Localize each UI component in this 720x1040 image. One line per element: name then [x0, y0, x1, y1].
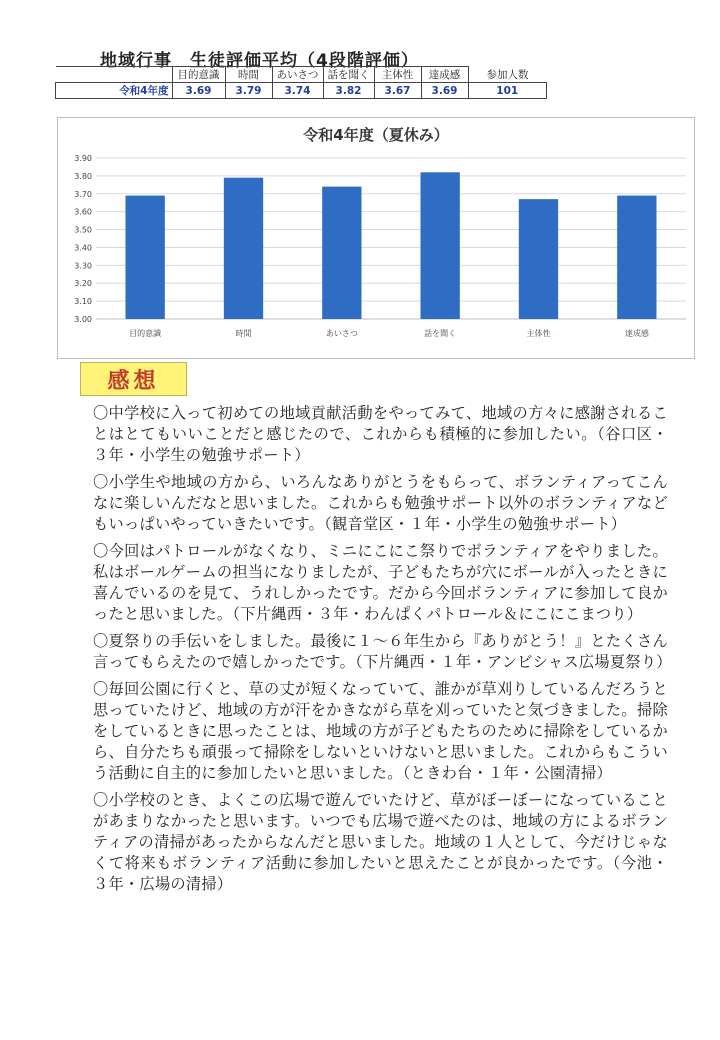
table-header-cell: 時間	[225, 67, 272, 83]
impression-item: 〇小学生や地域の方から、いろんなありがとうをもらって、ボランティアってこんなに楽しいんだなと思いました。これからも勉強サポート以外のボランティアなどもいっぱいやっていきたいです。（観音堂区・１年・小学生の勉強サポート）	[93, 473, 668, 533]
table-cell: 3.67	[374, 83, 421, 99]
bar	[126, 196, 165, 319]
table-header-cell: あいさつ	[272, 67, 323, 83]
table-header-cell: 参加人数	[468, 67, 547, 83]
impressions-heading: 感想	[80, 362, 187, 396]
y-tick-label: 3.60	[74, 207, 92, 217]
table-cell: 101	[468, 83, 547, 99]
table-header-cell: 達成感	[421, 67, 468, 83]
row-label: 令和4年度	[56, 83, 173, 99]
table-cell: 3.79	[225, 83, 272, 99]
chart-container	[57, 117, 695, 359]
table-row	[56, 83, 547, 99]
impression-item: 〇小学校のとき、よくこの広場で遊んでいたけど、草がぼーぼーになっていることがあまりなかったと思います。いつでも広場で遊べたのは、地域の方によるボランティアの清掃があったからなんだと思いました。地域の１人として、今だけじゃなくて将来もボランティア活動に参加したいと思えたことが良かったです。（今池・３年・広場の清掃）	[93, 791, 668, 893]
table-header-row	[56, 67, 547, 83]
table-header-cell: 話を聞く	[323, 67, 374, 83]
x-tick-label: あいさつ	[325, 329, 358, 338]
bar	[421, 172, 460, 319]
bar	[224, 178, 263, 319]
table-cell: 3.69	[421, 83, 468, 99]
bar	[617, 196, 656, 319]
x-tick-label: 目的意識	[129, 329, 162, 338]
x-tick-label: 時間	[235, 329, 252, 338]
bar	[322, 187, 361, 319]
bar	[519, 199, 558, 319]
table-header-cell: 目的意識	[172, 67, 225, 83]
bar-chart	[58, 118, 694, 358]
y-tick-label: 3.50	[74, 225, 92, 235]
y-tick-label: 3.00	[74, 315, 92, 324]
y-tick-label: 3.70	[74, 189, 92, 199]
impression-item: 〇今回はパトロールがなくなり、ミニにこにこ祭りでボランティアをやりました。私はボールゲームの担当になりましたが、子どもたちが穴にボールが入ったときに喜んでいるのを見て、うれしかったです。だから今回ボランティアに参加して良かったと思いました。（下片縄西・３年・わんぱくパトロール＆にこにこまつり）	[93, 542, 668, 623]
impression-item: 〇中学校に入って初めての地域貢献活動をやってみて、地域の方々に感謝されることはとてもいいことだと感じたので、これからも積極的に参加したい。（谷口区・３年・小学生の勉強サポート）	[93, 404, 668, 464]
table-cell: 3.82	[323, 83, 374, 99]
page-title: 地域行事 生徒評価平均（4段階評価）	[100, 51, 419, 71]
table-header-cell: 主体性	[374, 67, 421, 83]
impressions-list	[93, 403, 672, 901]
x-tick-label: 話を聞く	[424, 329, 457, 338]
table-cell: 3.74	[272, 83, 323, 99]
table-corner	[56, 67, 173, 83]
table-cell: 3.69	[172, 83, 225, 99]
y-tick-label: 3.20	[74, 279, 92, 289]
y-tick-label: 3.10	[74, 297, 92, 307]
score-table	[55, 66, 547, 99]
y-tick-label: 3.90	[74, 154, 92, 163]
x-tick-label: 主体性	[526, 329, 551, 338]
y-tick-label: 3.30	[74, 261, 92, 271]
y-tick-label: 3.40	[74, 243, 92, 253]
x-tick-label: 達成感	[624, 329, 649, 338]
chart-title: 令和4年度（夏休み）	[303, 126, 449, 144]
impression-item: 〇夏祭りの手伝いをしました。最後に１～６年生から『ありがとう！』とたくさん言ってもらえたので嬉しかったです。（下片縄西・１年・アンビシャス広場夏祭り）	[93, 632, 672, 671]
impression-item: 〇毎回公園に行くと、草の丈が短くなっていて、誰かが草刈りしているんだろうと思っていたけど、地域の方が汗をかきながら草を刈っていたと気づきました。掃除をしているときに思ったことは、地域の方が子どもたちのために掃除をしているから、自分たちも頑張って掃除をしないといけないと思いました。これからもこういう活動に自主的に参加したいと思いました。（ときわ台・１年・公園清掃）	[93, 680, 668, 782]
y-tick-label: 3.80	[74, 171, 92, 181]
